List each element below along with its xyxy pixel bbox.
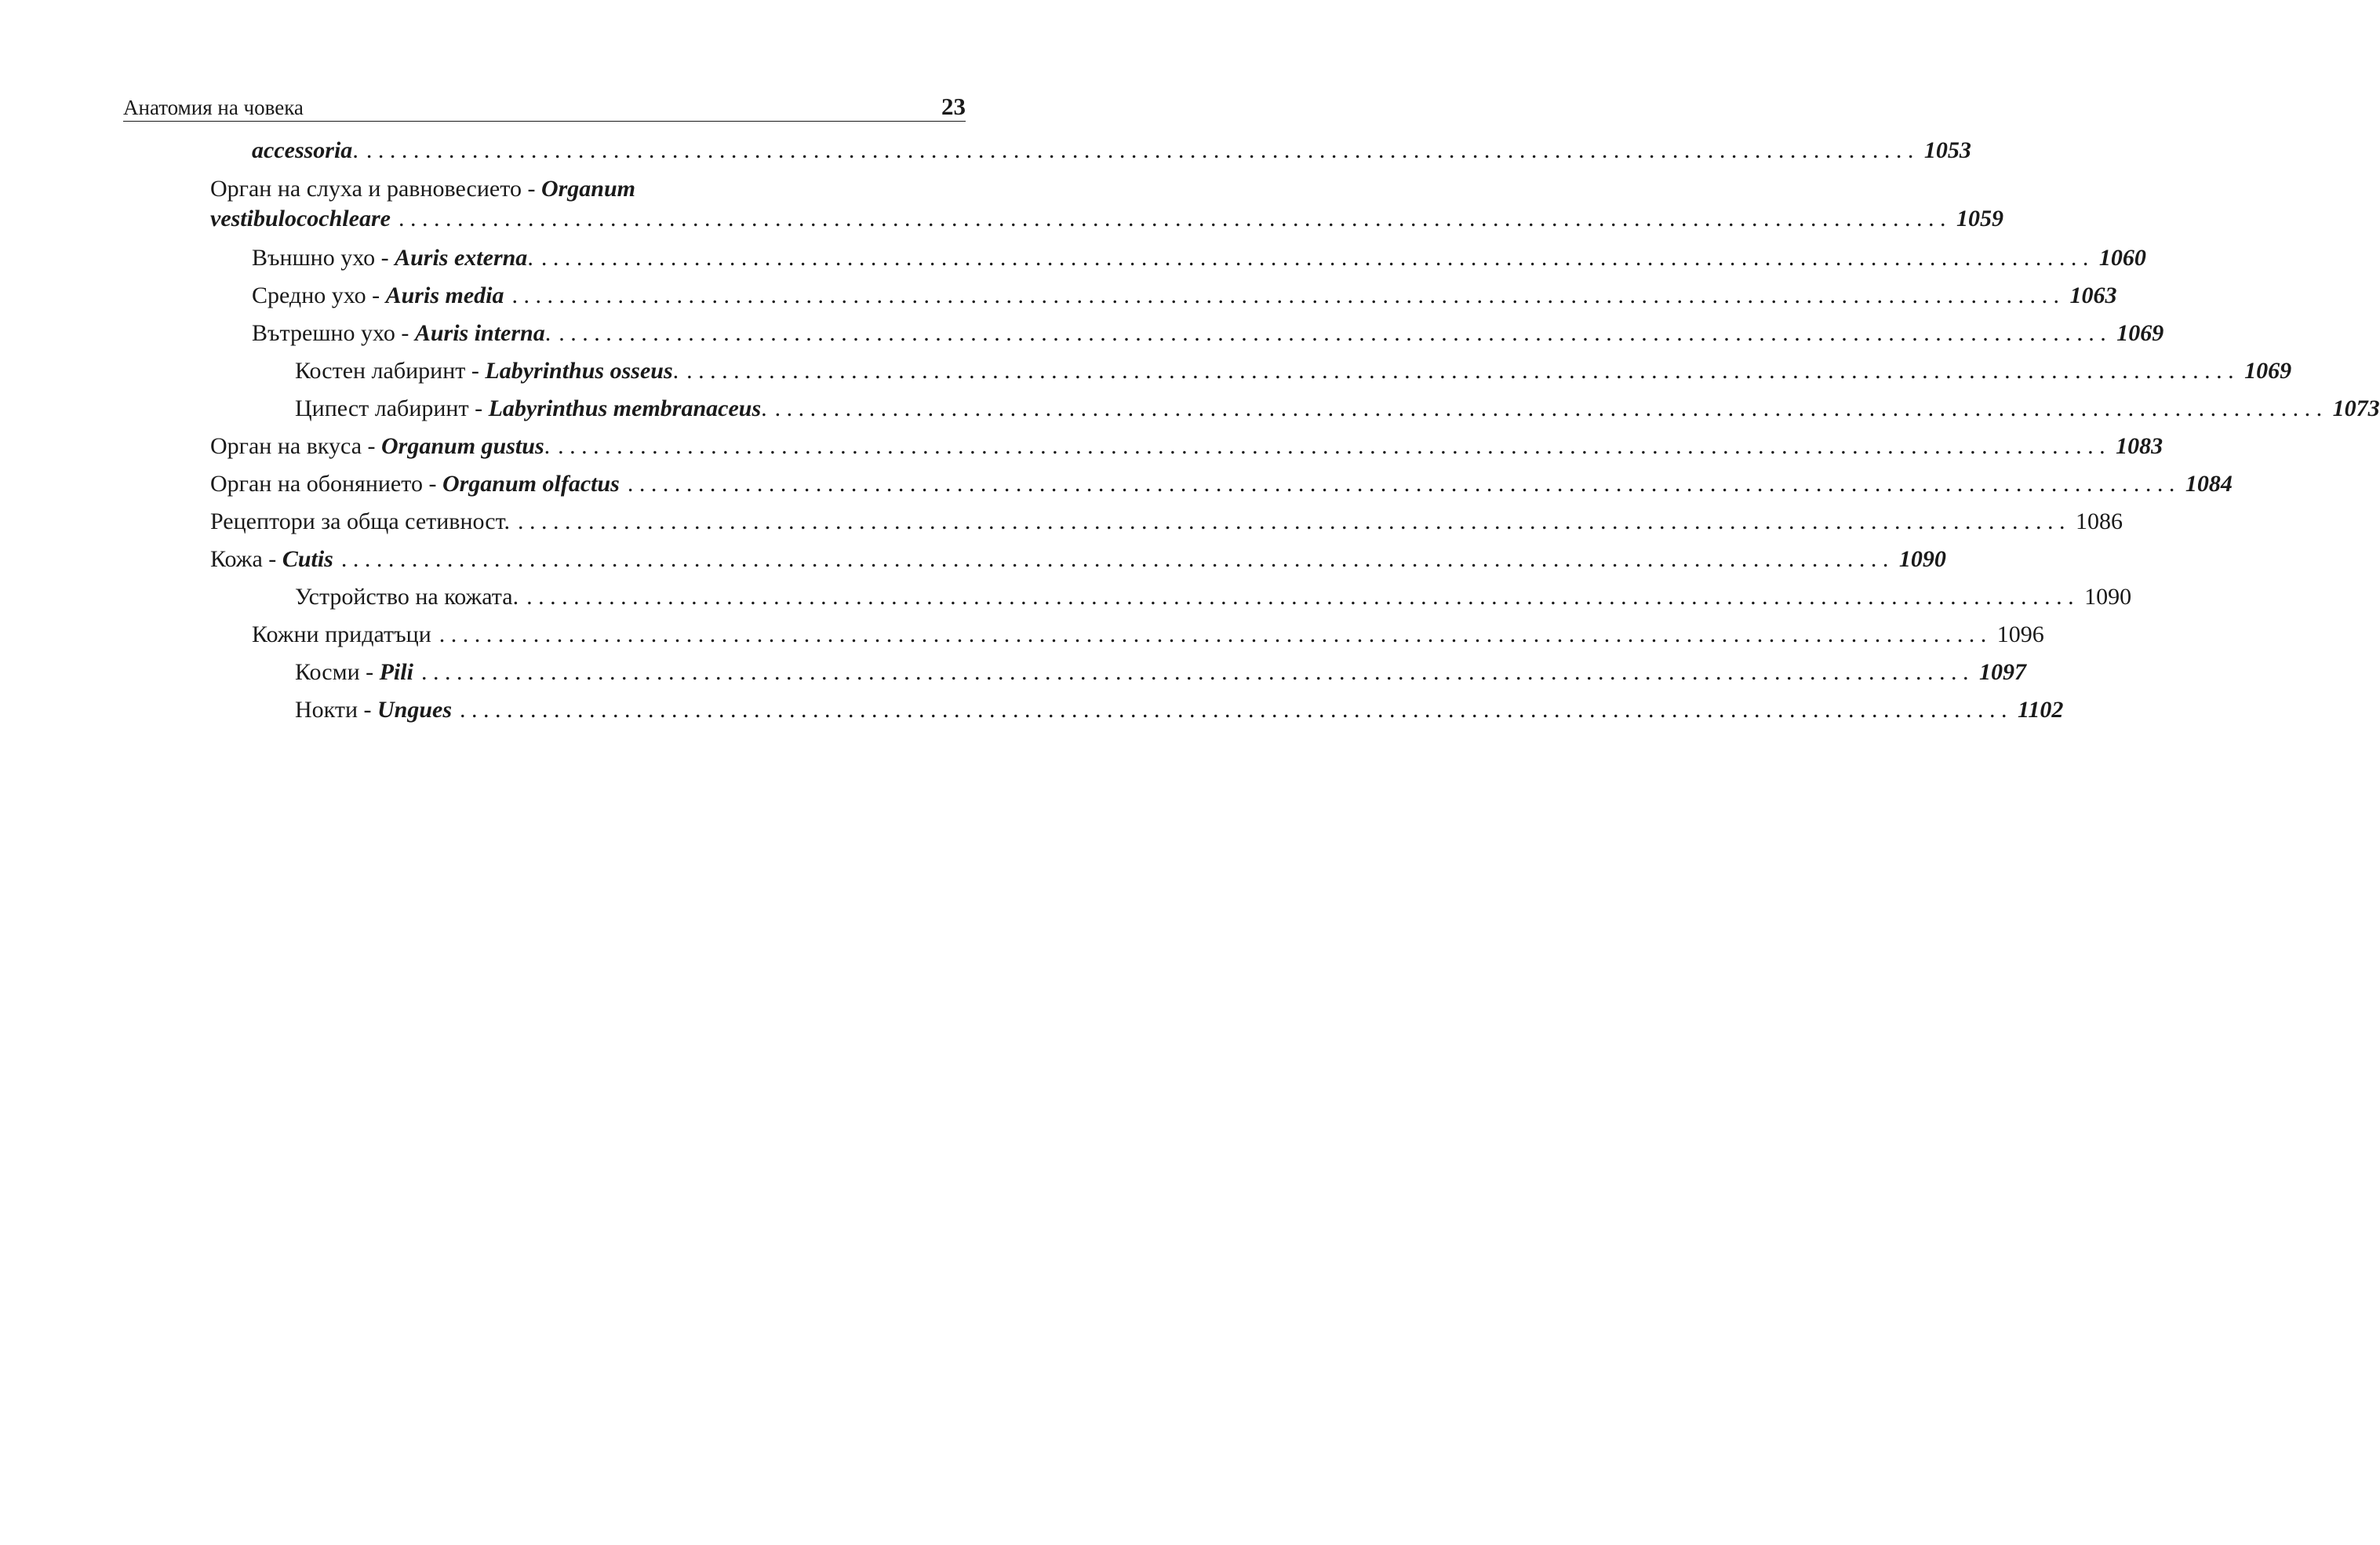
header-title: Анатомия на човека <box>123 96 304 119</box>
toc-entry-text: Вътрешно ухо - Auris interna. <box>252 320 551 346</box>
header-page-number: 23 <box>941 93 966 120</box>
toc-entry-latin: Cutis <box>282 546 333 572</box>
toc-page-number: 1069 <box>2244 358 2292 384</box>
toc-entry[interactable] <box>210 204 2003 234</box>
toc-entry-text: Косми - Pili <box>295 659 413 685</box>
toc-page-number: 1102 <box>2018 697 2064 723</box>
toc-page-number: 1063 <box>2069 282 2117 308</box>
toc-entry[interactable] <box>252 620 2044 650</box>
toc-entry[interactable] <box>252 319 2164 348</box>
toc-entry-latin: Auris media <box>385 282 504 308</box>
toc-leader-dots: .................................................................................................................................... <box>366 137 1920 163</box>
toc-entry[interactable] <box>210 545 1946 574</box>
toc-leader-dots: .................................................................................................................................... <box>340 546 1894 572</box>
toc-leader-dots: .................................................................................................................................... <box>627 471 2181 497</box>
toc-entry-text: Нокти - Ungues <box>295 697 453 723</box>
toc-page-number: 1084 <box>2185 471 2233 497</box>
toc-entry-latin: Labyrinthus osseus <box>485 358 673 384</box>
toc-entry-text: Орган на обонянието - Organum olfactus <box>210 471 620 497</box>
toc-page-number: 1090 <box>2084 584 2132 610</box>
toc-entry-latin: Auris externa <box>395 245 528 271</box>
toc-leader-dots: .................................................................................................................................... <box>559 320 2113 346</box>
toc-entry[interactable] <box>252 136 1971 166</box>
toc-entry-text: Устройство на кожата. <box>295 584 519 610</box>
toc-entry-latin: Organum gustus <box>381 433 544 459</box>
toc-leader-dots: .................................................................................................................................... <box>558 433 2112 459</box>
toc-leader-dots: .................................................................................................................................... <box>686 358 2240 384</box>
toc-entry[interactable] <box>295 582 2132 612</box>
toc-entry[interactable] <box>295 356 2292 386</box>
toc-leader-dots: .................................................................................................................................... <box>774 395 2328 421</box>
toc-entry[interactable] <box>252 281 2117 311</box>
toc-entry[interactable] <box>210 507 2123 537</box>
toc-leader-dots: .................................................................................................................................... <box>420 659 1974 685</box>
toc-entry-text: Костен лабиринт - Labyrinthus osseus. <box>295 358 679 384</box>
toc-page-number: 1059 <box>1956 206 2003 231</box>
toc-leader-dots: .................................................................................................................................... <box>517 508 2071 534</box>
toc-leader-dots: .................................................................................................................................... <box>460 697 2014 723</box>
toc-entry[interactable] <box>210 432 2163 461</box>
toc-entry-text: Ципест лабиринт - Labyrinthus membranaceus. <box>295 395 767 421</box>
toc-entry-latin: Auris interna <box>414 320 545 346</box>
toc-entry-text <box>210 204 391 234</box>
toc-leader-dots: .................................................................................................................................... <box>398 206 1952 231</box>
toc-page-number: 1060 <box>2098 245 2146 271</box>
toc-entry-latin: Pili <box>379 659 413 685</box>
toc-entry-latin: accessoria <box>252 137 353 163</box>
toc-entry-text: Кожни придатъци <box>252 621 431 647</box>
toc-leader-dots: .................................................................................................................................... <box>540 245 2094 271</box>
toc-entry[interactable] <box>210 469 2233 499</box>
toc-leader-dots: .................................................................................................................................... <box>526 584 2080 610</box>
toc-page-number: 1053 <box>1923 137 1971 163</box>
toc-entry-text: accessoria. <box>252 137 358 163</box>
toc-entry[interactable] <box>252 243 2146 273</box>
toc-entry-latin: Organum olfactus <box>442 471 620 497</box>
toc-leader-dots: .................................................................................................................................... <box>439 621 1992 647</box>
toc-page-number: 1090 <box>1898 546 1946 572</box>
toc-entry[interactable] <box>295 394 2380 424</box>
toc-entry-latin: Ungues <box>377 697 453 723</box>
toc-entry-latin: Labyrinthus membranaceus <box>488 395 762 421</box>
toc-entry-text: Орган на вкуса - Organum gustus. <box>210 433 551 459</box>
toc-page-number: 1083 <box>2116 433 2163 459</box>
toc-page-number: 1097 <box>1978 659 2026 685</box>
toc-page-number: 1086 <box>2075 508 2123 534</box>
toc-entry[interactable] <box>295 695 2064 725</box>
toc-entry[interactable] <box>295 658 2026 687</box>
toc-entry-first-line: Орган на слуха и равновесието - Organum <box>210 176 635 202</box>
toc-entry-text: Рецептори за обща сетивност. <box>210 508 510 534</box>
toc-entry-text: Външно ухо - Auris externa. <box>252 245 533 271</box>
toc-entry-text: Кожа - Cutis <box>210 546 333 572</box>
toc-entry-latin: vestibulocochleare <box>210 206 391 231</box>
toc-leader-dots: .................................................................................................................................... <box>511 282 2065 308</box>
toc-page-number: 1096 <box>1996 621 2044 647</box>
toc-page-number: 1073 <box>2332 395 2380 421</box>
toc-entry-text: Средно ухо - Auris media <box>252 282 504 308</box>
toc-page-number: 1069 <box>2116 320 2164 346</box>
